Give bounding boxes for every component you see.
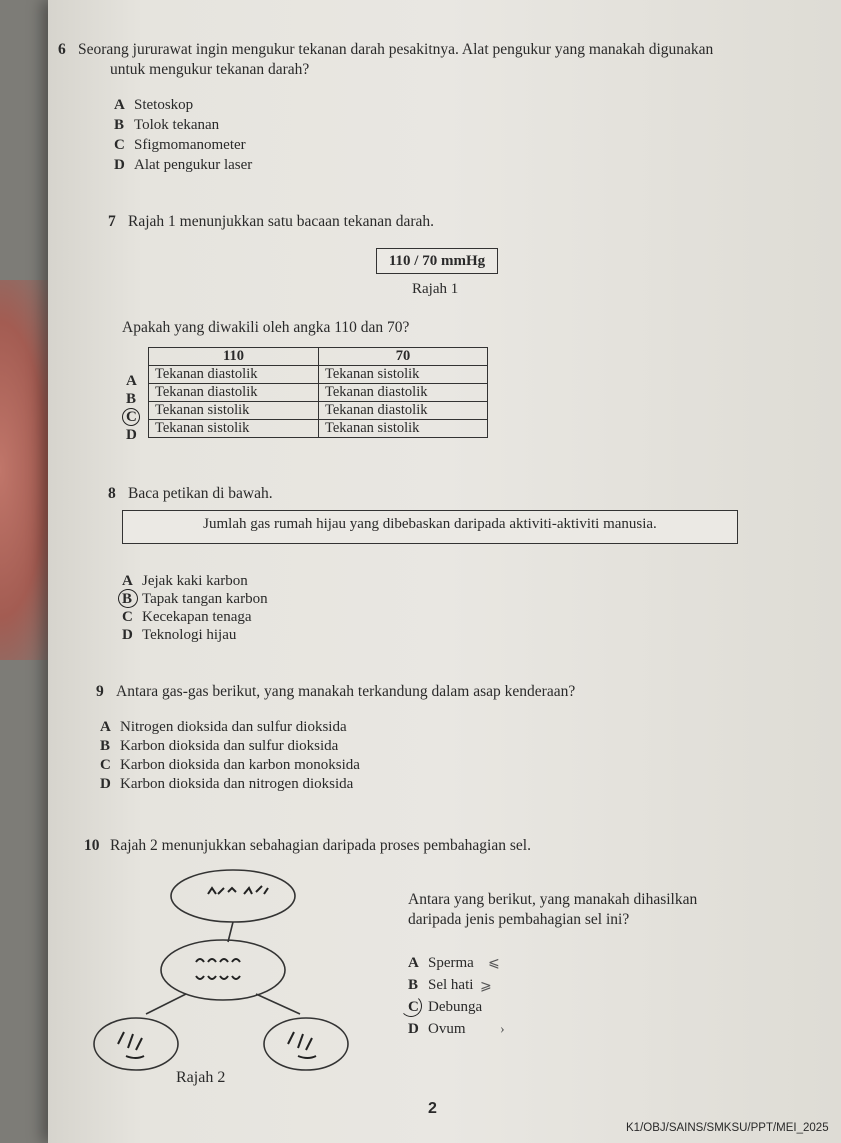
q8-text [108, 484, 273, 503]
page-number: 2 [428, 1100, 437, 1117]
pencil-mark: › [500, 1022, 505, 1037]
table-cell: Tekanan diastolik [149, 366, 319, 384]
q7-row-letter-c: C [126, 409, 137, 425]
table-row[interactable] [149, 366, 488, 384]
q7-row-letter-b: B [126, 391, 137, 407]
q10-number: 10 [84, 837, 100, 854]
q7-row-letter-a: A [126, 373, 137, 389]
chromosome [196, 959, 240, 962]
q9-option-a[interactable]: A Nitrogen dioksida dan sulfur dioksida [100, 719, 347, 735]
q10-option-d[interactable]: D Ovum [408, 1021, 466, 1037]
table-cell: Tekanan diastolik [319, 402, 488, 420]
table-row[interactable] [149, 402, 488, 420]
division-line [256, 994, 300, 1014]
table-cell: Tekanan sistolik [319, 366, 488, 384]
q8-option-b[interactable]: B Tapak tangan karbon [122, 591, 268, 607]
table-header-110: 110 [149, 348, 319, 366]
table-cell: Tekanan sistolik [319, 420, 488, 438]
blood-pressure-reading: 110 / 70 mmHg [376, 248, 498, 274]
q6-text-line1: Seorang jururawat ingin mengukur tekanan darah pesakitnya. Alat pengukur yang manakah digunakan [78, 41, 714, 58]
q9-option-d[interactable]: D Karbon dioksida dan nitrogen dioksida [100, 776, 354, 792]
pencil-mark: ⩽ [488, 956, 500, 971]
table-cell: Tekanan diastolik [149, 384, 319, 402]
table-row[interactable] [149, 384, 488, 402]
q7-question: Apakah yang diwakili oleh angka 110 dan 70? [122, 319, 410, 336]
q6-number: 6 [58, 41, 66, 58]
q6-text [58, 40, 713, 59]
table-header-70: 70 [319, 348, 488, 366]
q6-text-line2: untuk mengukur tekanan darah? [110, 61, 310, 78]
q8-passage: Jumlah gas rumah hijau yang dibebaskan daripada aktiviti-aktiviti manusia. [122, 510, 738, 544]
q8-option-a[interactable]: A Jejak kaki karbon [122, 573, 248, 589]
q9-option-c[interactable]: C Karbon dioksida dan karbon monoksida [100, 757, 360, 773]
q10-stem: Rajah 2 menunjukkan sebahagian daripada proses pembahagian sel. [110, 837, 531, 854]
cell-division-diagram [88, 866, 388, 1096]
q8-number: 8 [108, 485, 116, 502]
q8-stem: Baca petikan di bawah. [128, 485, 273, 502]
q8-option-d[interactable]: D Teknologi hijau [122, 627, 237, 643]
table-cell: Tekanan sistolik [149, 402, 319, 420]
table-cell: Tekanan diastolik [319, 384, 488, 402]
chromosome [288, 1032, 316, 1058]
division-line [146, 994, 186, 1014]
chromosome [118, 1032, 144, 1058]
q10-option-c[interactable]: C Debunga [408, 999, 483, 1015]
q6-option-a[interactable]: A Stetoskop [114, 97, 194, 113]
q9-option-b[interactable]: B Karbon dioksida dan sulfur dioksida [100, 738, 339, 754]
q10-option-a[interactable]: A Sperma [408, 955, 474, 971]
q6-option-c[interactable]: C Sfigmomanometer [114, 137, 246, 153]
answer-circle-mark [400, 995, 422, 1017]
pencil-mark: ⩾ [480, 979, 492, 994]
answer-circle-mark [122, 408, 140, 426]
division-line [228, 922, 233, 942]
q10-question-line2: daripada jenis pembahagian sel ini? [408, 911, 630, 928]
q6-option-b[interactable]: B Tolok tekanan [114, 117, 220, 133]
q8-option-c[interactable]: C Kecekapan tenaga [122, 609, 252, 625]
q9-text [96, 682, 575, 701]
q7-answer-table [148, 347, 488, 438]
answer-circle-mark [118, 589, 138, 608]
exam-code: K1/OBJ/SAINS/SMKSU/PPT/MEI_2025 [626, 1122, 829, 1134]
q7-stem: Rajah 1 menunjukkan satu bacaan tekanan darah. [128, 213, 435, 230]
q7-text [108, 212, 434, 231]
daughter-cell-right [264, 1018, 348, 1070]
q10-text [84, 836, 531, 855]
q6-option-d[interactable]: D Alat pengukur laser [114, 157, 253, 173]
parent-cell [171, 870, 295, 922]
rajah2-label: Rajah 2 [176, 1069, 226, 1086]
table-row[interactable] [149, 420, 488, 438]
q7-number: 7 [108, 213, 116, 230]
q7-row-letter-d: D [126, 427, 137, 443]
q9-stem: Antara gas-gas berikut, yang manakah terkandung dalam asap kenderaan? [116, 683, 576, 700]
exam-page [48, 0, 841, 1143]
table-header-row [149, 348, 488, 366]
q10-question-line1: Antara yang berikut, yang manakah dihasilkan [408, 891, 698, 908]
intermediate-cell [161, 940, 285, 1000]
chromosome [196, 976, 240, 979]
daughter-cell-left [94, 1018, 178, 1070]
table-cell: Tekanan sistolik [149, 420, 319, 438]
q9-number: 9 [96, 683, 104, 700]
chromosome [208, 886, 268, 894]
q10-option-b[interactable]: B Sel hati [408, 977, 474, 993]
rajah1-label: Rajah 1 [412, 281, 459, 297]
